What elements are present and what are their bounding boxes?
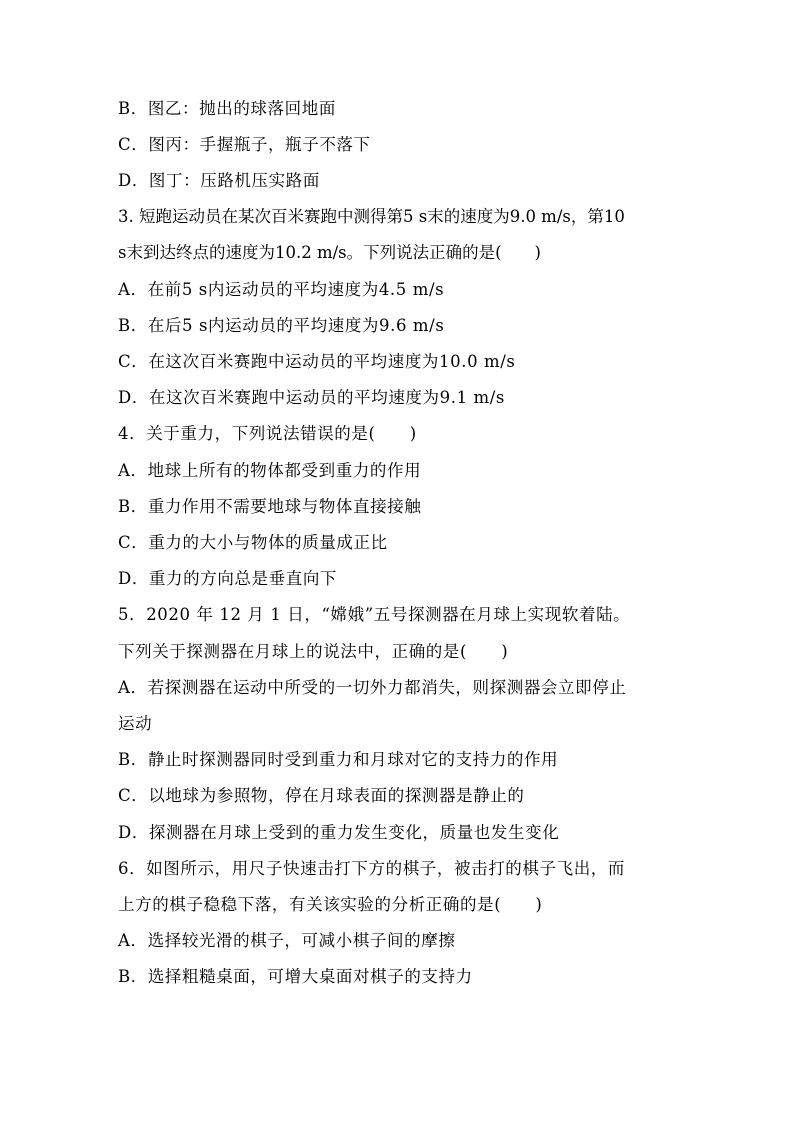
option-3b: B．在后5 s内运动员的平均速度为9.6 m/s	[118, 316, 445, 335]
option-5a-line-1: A．若探测器在运动中所受的一切外力都消失，则探测器会立即停止	[118, 678, 627, 697]
option-6a: A．选择较光滑的棋子，可减小棋子间的摩擦	[118, 931, 456, 950]
option-5d: D．探测器在月球上受到的重力发生变化，质量也发生变化	[118, 823, 560, 842]
question-5-line-1: 5．2020 年 12 月 1 日，“嫦娥”五号探测器在月球上实现软着陆。	[118, 605, 631, 624]
question-3-line-1: 3. 短跑运动员在某次百米赛跑中测得第5 s末的速度为9.0 m/s，第10	[118, 207, 625, 226]
option-2c: C．图丙：手握瓶子，瓶子不落下	[118, 135, 371, 154]
option-3d: D．在这次百米赛跑中运动员的平均速度为9.1 m/s	[118, 388, 505, 407]
question-4: 4．关于重力，下列说法错误的是( )	[118, 424, 417, 443]
option-4c: C．重力的大小与物体的质量成正比	[118, 533, 388, 552]
question-3-line-2: s末到达终点的速度为10.2 m/s。下列说法正确的是( )	[118, 243, 541, 262]
question-6-line-2: 上方的棋子稳稳下落，有关该实验的分析正确的是( )	[118, 895, 543, 914]
option-2d: D．图丁：压路机压实路面	[118, 171, 320, 190]
option-4a: A．地球上所有的物体都受到重力的作用	[118, 461, 422, 480]
option-6b: B．选择粗糙桌面，可增大桌面对棋子的支持力	[118, 967, 473, 986]
option-4b: B．重力作用不需要地球与物体直接接触	[118, 497, 422, 516]
option-2b: B．图乙：抛出的球落回地面	[118, 99, 336, 118]
option-3a: A．在前5 s内运动员的平均速度为4.5 m/s	[118, 280, 445, 299]
option-3c: C．在这次百米赛跑中运动员的平均速度为10.0 m/s	[118, 352, 516, 371]
question-6-line-1: 6．如图所示，用尺子快速击打下方的棋子，被击打的棋子飞出，而	[118, 859, 625, 878]
question-5-line-2: 下列关于探测器在月球上的说法中，正确的是( )	[118, 642, 509, 661]
option-5a-line-2: 运动	[118, 714, 153, 733]
option-4d: D．重力的方向总是垂直向下	[118, 569, 338, 588]
option-5c: C．以地球为参照物，停在月球表面的探测器是静止的	[118, 786, 525, 805]
option-5b: B．静止时探测器同时受到重力和月球对它的支持力的作用	[118, 750, 559, 769]
